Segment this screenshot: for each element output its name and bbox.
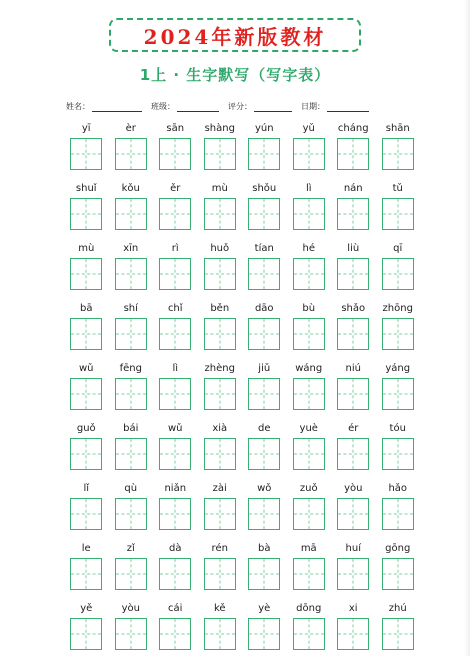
character-writing-box[interactable] (248, 258, 280, 290)
info-label-date: 日期： (301, 102, 325, 111)
student-info-row (66, 96, 378, 112)
pinyin-label: dà (169, 543, 182, 554)
writing-cell (242, 480, 287, 540)
score-blank[interactable] (254, 101, 292, 112)
character-writing-box[interactable] (248, 618, 280, 650)
writing-cell (198, 300, 243, 360)
info-field-class (151, 101, 219, 112)
writing-cell (64, 420, 109, 480)
pinyin-label: de (258, 423, 271, 434)
info-field-name (66, 101, 142, 112)
writing-cell (153, 180, 198, 240)
banner-title: 2024年新版教材 (143, 24, 327, 49)
writing-cell (287, 360, 332, 420)
info-label-name: 姓名： (66, 102, 90, 111)
pinyin-label: nán (343, 183, 363, 194)
character-writing-box[interactable] (70, 618, 102, 650)
writing-cell (287, 420, 332, 480)
writing-cell (64, 600, 109, 660)
pinyin-label: zhèng (204, 363, 235, 374)
pinyin-label: sān (166, 123, 185, 134)
name-blank[interactable] (92, 101, 142, 112)
writing-cell (64, 240, 109, 300)
pinyin-label: huí (345, 543, 361, 554)
character-writing-box[interactable] (115, 198, 147, 230)
pinyin-label: hǎo (388, 483, 408, 494)
writing-cell (331, 480, 376, 540)
character-writing-box[interactable] (382, 618, 414, 650)
writing-grid (64, 120, 414, 660)
writing-cell (331, 420, 376, 480)
character-writing-box[interactable] (293, 558, 325, 590)
pinyin-label: dāo (254, 303, 274, 314)
class-blank[interactable] (177, 101, 219, 112)
pinyin-label: lì (305, 183, 312, 194)
character-writing-box[interactable] (293, 498, 325, 530)
writing-cell (376, 420, 421, 480)
character-writing-box[interactable] (382, 198, 414, 230)
pinyin-label: wǔ (167, 423, 183, 434)
pinyin-label: shí (123, 303, 138, 314)
writing-cell (109, 180, 154, 240)
writing-cell (331, 300, 376, 360)
date-blank[interactable] (327, 101, 369, 112)
pinyin-label: xi (348, 603, 358, 614)
writing-cell (64, 540, 109, 600)
character-writing-box[interactable] (159, 138, 191, 170)
pinyin-label: qī (393, 243, 403, 254)
character-writing-box[interactable] (382, 558, 414, 590)
pinyin-label: yī (81, 123, 91, 134)
character-writing-box[interactable] (70, 378, 102, 410)
pinyin-label: zǐ (126, 543, 135, 554)
pinyin-label: fēng (119, 363, 142, 374)
writing-cell (287, 600, 332, 660)
writing-cell (153, 300, 198, 360)
pinyin-label: lì (172, 363, 179, 374)
pinyin-label: ér (348, 423, 359, 434)
pinyin-label: rén (211, 543, 228, 554)
character-writing-box[interactable] (70, 558, 102, 590)
character-writing-box[interactable] (115, 558, 147, 590)
pinyin-label: chǐ (167, 303, 183, 314)
writing-cell (198, 120, 243, 180)
character-writing-box[interactable] (248, 438, 280, 470)
character-writing-box[interactable] (204, 498, 236, 530)
character-writing-box[interactable] (337, 318, 369, 350)
character-writing-box[interactable] (204, 618, 236, 650)
pinyin-label: huǒ (210, 243, 230, 254)
character-writing-box[interactable] (382, 498, 414, 530)
pinyin-label: yuè (299, 423, 318, 434)
writing-cell (153, 420, 198, 480)
character-writing-box[interactable] (293, 438, 325, 470)
pinyin-label: yòu (121, 603, 140, 614)
writing-cell (198, 180, 243, 240)
character-writing-box[interactable] (115, 318, 147, 350)
page-edge-shadow (464, 0, 470, 656)
pinyin-label: xià (212, 423, 228, 434)
writing-cell (287, 540, 332, 600)
character-writing-box[interactable] (337, 618, 369, 650)
writing-cell (198, 600, 243, 660)
pinyin-label: zhōng (382, 303, 413, 314)
pinyin-label: èr (125, 123, 136, 134)
pinyin-label: mù (211, 183, 228, 194)
writing-cell (242, 600, 287, 660)
writing-cell (287, 180, 332, 240)
pinyin-label: yún (254, 123, 274, 134)
writing-cell (153, 540, 198, 600)
writing-cell (331, 540, 376, 600)
character-writing-box[interactable] (337, 558, 369, 590)
pinyin-label: dōng (296, 603, 322, 614)
title-banner (109, 18, 361, 52)
character-writing-box[interactable] (248, 498, 280, 530)
writing-cell (376, 300, 421, 360)
character-writing-box[interactable] (159, 198, 191, 230)
info-label-score: 评分： (228, 102, 252, 111)
writing-cell (376, 600, 421, 660)
pinyin-label: rì (171, 243, 179, 254)
writing-cell (242, 300, 287, 360)
writing-cell (109, 420, 154, 480)
writing-cell (109, 480, 154, 540)
character-writing-box[interactable] (248, 318, 280, 350)
character-writing-box[interactable] (337, 258, 369, 290)
pinyin-label: tóu (389, 423, 406, 434)
character-writing-box[interactable] (204, 558, 236, 590)
character-writing-box[interactable] (337, 198, 369, 230)
writing-cell (331, 600, 376, 660)
writing-cell (376, 480, 421, 540)
character-writing-box[interactable] (115, 618, 147, 650)
pinyin-label: bái (123, 423, 139, 434)
character-writing-box[interactable] (204, 318, 236, 350)
pinyin-label: le (81, 543, 91, 554)
writing-cell (109, 240, 154, 300)
pinyin-label: yǔ (302, 123, 315, 134)
pinyin-label: yòu (344, 483, 363, 494)
character-writing-box[interactable] (115, 438, 147, 470)
writing-cell (153, 240, 198, 300)
writing-cell (287, 480, 332, 540)
pinyin-label: xīn (123, 243, 139, 254)
character-writing-box[interactable] (337, 498, 369, 530)
pinyin-label: bā (80, 303, 93, 314)
character-writing-box[interactable] (159, 498, 191, 530)
character-writing-box[interactable] (248, 378, 280, 410)
character-writing-box[interactable] (70, 138, 102, 170)
pinyin-label: gōng (385, 543, 411, 554)
character-writing-box[interactable] (337, 438, 369, 470)
pinyin-label: tían (254, 243, 274, 254)
info-field-date (301, 101, 369, 112)
writing-cell (64, 480, 109, 540)
character-writing-box[interactable] (70, 198, 102, 230)
writing-cell (153, 600, 198, 660)
pinyin-label: shǒu (252, 183, 277, 194)
character-writing-box[interactable] (159, 438, 191, 470)
writing-cell (198, 360, 243, 420)
character-writing-box[interactable] (204, 438, 236, 470)
writing-cell (198, 420, 243, 480)
character-writing-box[interactable] (70, 318, 102, 350)
writing-cell (64, 360, 109, 420)
info-field-score (228, 101, 292, 112)
writing-cell (331, 120, 376, 180)
character-writing-box[interactable] (293, 618, 325, 650)
writing-cell (376, 180, 421, 240)
pinyin-label: yáng (385, 363, 411, 374)
character-writing-box[interactable] (293, 258, 325, 290)
pinyin-label: niú (345, 363, 361, 374)
character-writing-box[interactable] (70, 498, 102, 530)
character-writing-box[interactable] (159, 378, 191, 410)
pinyin-label: wǔ (78, 363, 94, 374)
character-writing-box[interactable] (70, 258, 102, 290)
pinyin-label: bà (258, 543, 271, 554)
writing-cell (64, 120, 109, 180)
pinyin-label: yě (80, 603, 93, 614)
character-writing-box[interactable] (159, 558, 191, 590)
pinyin-label: guǒ (76, 423, 96, 434)
character-writing-box[interactable] (337, 378, 369, 410)
writing-cell (376, 120, 421, 180)
pinyin-label: hé (302, 243, 315, 254)
character-writing-box[interactable] (159, 318, 191, 350)
pinyin-label: běn (210, 303, 230, 314)
pinyin-label: jiǔ (258, 363, 271, 374)
info-label-class: 班级： (151, 102, 175, 111)
writing-cell (153, 480, 198, 540)
character-writing-box[interactable] (204, 378, 236, 410)
writing-cell (376, 360, 421, 420)
writing-cell (242, 420, 287, 480)
character-writing-box[interactable] (382, 438, 414, 470)
writing-cell (242, 540, 287, 600)
character-writing-box[interactable] (115, 378, 147, 410)
pinyin-label: qù (124, 483, 138, 494)
pinyin-label: mù (78, 243, 95, 254)
writing-cell (287, 120, 332, 180)
pinyin-label: tǔ (392, 183, 403, 194)
writing-cell (376, 240, 421, 300)
writing-cell (198, 240, 243, 300)
character-writing-box[interactable] (382, 258, 414, 290)
writing-cell (109, 600, 154, 660)
character-writing-box[interactable] (159, 618, 191, 650)
character-writing-box[interactable] (159, 258, 191, 290)
pinyin-label: yè (258, 603, 271, 614)
writing-cell (109, 120, 154, 180)
pinyin-label: kǒu (121, 183, 140, 194)
writing-cell (242, 360, 287, 420)
pinyin-label: zuǒ (299, 483, 318, 494)
character-writing-box[interactable] (248, 558, 280, 590)
writing-cell (242, 180, 287, 240)
character-writing-box[interactable] (382, 378, 414, 410)
character-writing-box[interactable] (115, 498, 147, 530)
writing-cell (109, 360, 154, 420)
writing-cell (331, 360, 376, 420)
writing-cell (109, 540, 154, 600)
writing-cell (153, 120, 198, 180)
character-writing-box[interactable] (293, 138, 325, 170)
writing-cell (153, 360, 198, 420)
pinyin-label: zài (212, 483, 227, 494)
character-writing-box[interactable] (382, 318, 414, 350)
character-writing-box[interactable] (248, 198, 280, 230)
character-writing-box[interactable] (382, 138, 414, 170)
writing-cell (109, 300, 154, 360)
character-writing-box[interactable] (293, 378, 325, 410)
writing-cell (198, 540, 243, 600)
character-writing-box[interactable] (204, 138, 236, 170)
writing-cell (331, 240, 376, 300)
pinyin-label: kě (213, 603, 226, 614)
worksheet-subtitle: 1上 · 生字默写（写字表） (139, 66, 331, 84)
character-writing-box[interactable] (115, 138, 147, 170)
writing-cell (287, 300, 332, 360)
pinyin-label: bù (302, 303, 316, 314)
writing-cell (64, 180, 109, 240)
writing-cell (242, 240, 287, 300)
writing-cell (331, 180, 376, 240)
pinyin-label: shǎo (341, 303, 366, 314)
character-writing-box[interactable] (293, 198, 325, 230)
pinyin-label: niǎn (164, 483, 187, 494)
pinyin-label: wǒ (257, 483, 272, 494)
writing-cell (64, 300, 109, 360)
pinyin-label: liù (347, 243, 360, 254)
writing-cell (287, 240, 332, 300)
writing-cell (242, 120, 287, 180)
pinyin-label: shān (385, 123, 410, 134)
character-writing-box[interactable] (70, 438, 102, 470)
pinyin-label: shàng (204, 123, 235, 134)
pinyin-label: mā (300, 543, 317, 554)
writing-cell (376, 540, 421, 600)
pinyin-label: wáng (295, 363, 323, 374)
character-writing-box[interactable] (293, 318, 325, 350)
character-writing-box[interactable] (115, 258, 147, 290)
pinyin-label: cháng (337, 123, 369, 134)
writing-cell (198, 480, 243, 540)
pinyin-label: zhú (388, 603, 407, 614)
pinyin-label: lǐ (83, 483, 90, 494)
pinyin-label: shuǐ (75, 183, 97, 194)
character-writing-box[interactable] (204, 258, 236, 290)
character-writing-box[interactable] (248, 138, 280, 170)
character-writing-box[interactable] (337, 138, 369, 170)
pinyin-label: cái (168, 603, 183, 614)
character-writing-box[interactable] (204, 198, 236, 230)
pinyin-label: ěr (170, 183, 181, 194)
